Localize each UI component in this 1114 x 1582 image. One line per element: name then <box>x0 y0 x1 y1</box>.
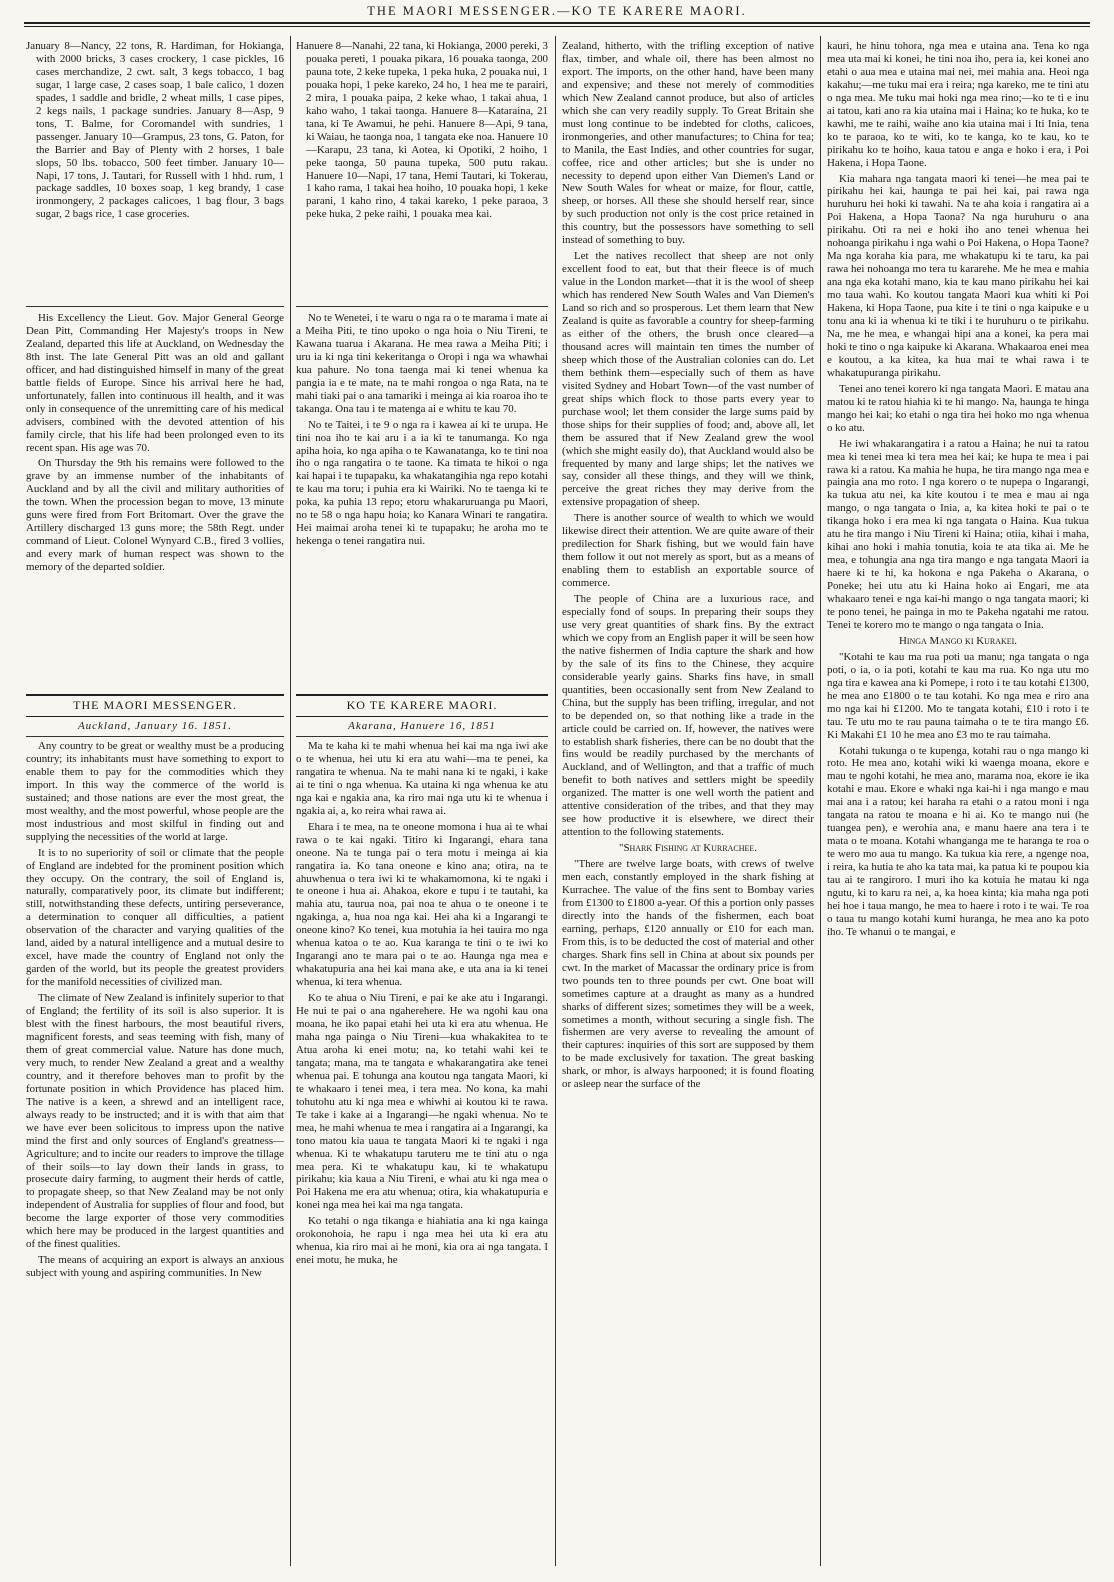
divider <box>26 736 284 737</box>
obituary-paragraph: On Thursday the 9th his remains were followed to the grave by an immense number of the inhabitants of Auckland and by all the civil and military authorities of the town. When the procession began to move, 13 minute guns were fired from Fort Britomart. Over the grave the Artillery discharged 13 guns more; the 58th Regt. under command of Lieut. Colonel Wynyard C.B., fired 3 vollies, and every mark of human respect was shown to the memory of the departed soldier. <box>26 457 284 574</box>
editorial-maori-continued <box>827 40 1089 1570</box>
editorial-paragraph: He iwi whakarangatira i a ratou a Haina; he nui ta ratou mea ki tenei mea ki tera mea hei kai; ke hupa te mea i pai rawa ki a ratou. Ka mahia he hupa, he tira mango nga mea e paingia ana mo roto. I nga korero o te nupepa o Ingarangi, ka tukua atu nei, ka kite koutou i te mea e mau ai nga mango, o nga tangata o Inia, a, ka kitea hoki te pai o te tikanga hoko i era mea ki nga tangata o Haina. Kua tukua atu he tira mango i Niu Tireni ki Haina; otiia, kihai i maha, kihai ano hoki i mahia tonutia, koia te ata tika ai. Me he mea, e tohungia ana nga tira mango e nga tangata Maori ia haere ki te hi, ka hokona e nga Pakeha o Akarana, o Poneke; hei utu atu ki Haina hoko ai Engari, me ata whakaaro tenei e nga kai-hi mango o nga tangata maori; ki te pono tenei, he painga in mo te Pakeha ngatahi me ratou. Tenei te korero mo te mango o nga tangata o Inia. <box>827 437 1089 631</box>
obituary-pitt-english <box>26 312 284 688</box>
editorial-paragraph: Tenei ano tenei korero ki nga tangata Maori. E matau ana matou ki te ratou hiahia ki te hi mango. Na, haunga te hinga mango hei kai; ko etahi o nga tira hei hoko mo nga whenua o ko atu. <box>827 382 1089 434</box>
editorial-paragraph: The means of acquiring an export is always an anxious subject with young and aspiring communities. In New <box>26 1254 284 1280</box>
column-rule <box>820 36 821 1566</box>
divider <box>26 306 284 307</box>
editorial-paragraph: Ko tetahi o nga tikanga e hiahiatia ana ki nga kainga orokonohoia, he rapu i nga mea hei uta ki era atu whenua, kia riro mai ai he moni, kia ora ai nga tangata. I enei motu, he muka, he <box>296 1215 548 1267</box>
obituary-paragraph: No te Taitei, i te 9 o nga ra i kawea ai ki te urupa. He tini noa iho te kai aru i a ia ki te tanumanga. Ko nga apiha hoia, ko nga apiha o te Kawanatanga, ko te tini noa iho o nga rangatira o te taone. Ka timata te hikoi o nga kai hapai i te tupapaku, ka whakatangihia nga repo kotahi te kau ma toru; i puhia era ki Wairiki. No te taenga ki te poka, ka puhia 13 repo; etoru whakaruruanga pu Maori, no te 58 o nga hapu hoia; ko Kanara Winari te rangatira. Hei maimai aroha tenei ki te tupapaku; he aroha mo te hekenga o tenei rangatira nui. <box>296 418 548 548</box>
shipping-list-english: January 8—Nancy, 22 tons, R. Hardiman, for Hokianga, with 2000 bricks, 3 cases crockery, 1 case pickles, 16 cases merchandize, 2 cwt. salt, 3 kegs tobacco, 1 bag sugar, 1 large case, 2 cases soap, 1 bale calico, 1 dozen spades, 1 saddle and bridle, 2 wheat mills, 1 case pipes, 2 kegs nails, 1 package sundries. January 8—Asp, 9 tons, T. Balme, for Coromandel with sundries, 1 passenger. January 10—Grampus, 23 tons, G. Paton, for the Barrier and Bay of Plenty with 2 horses, 1 bale slops, 50 lbs. tobacco, 500 feet timber. January 10—Napi, 17 tons, J. Tautari, for Russell with 1 hhd. rum, 1 package saddles, 10 boxes soap, 1 keg brandy, 1 case ironmongery, 2 packages calicoes, 1 bag flour, 3 bags sugar, 2 bags rice, 1 case groceries. <box>26 40 284 221</box>
editorial-english <box>26 740 284 1570</box>
editorial-paragraph: Kia mahara nga tangata maori ki tenei—he mea pai te pirikahu hei kai, haunga te pai hei kai, pai rawa nga huruhuru hei hoki ki tawahi. Na te aha koia i rangatira ai a Poi Hakena, a Hopa Taona? Na nga huruhuru o ana pirikahu. Oti ra nei e hoki iho ano tenei whenua hei nohoanga pirikahu i nga wahi o Poi Hakena, o Hopa Taone? Ma nga koraha kia para, me whakatupu ki te taru, ka pai rawa hei nohoanga mo tera tu kararehe. Me he mea e mahia ana nga eka kotahi mano, kia te kau mano pirikahu hei kai mo taua wahi. Ko koutou tangata Maori kua whiti ki Poi Hakena, ki Hopa Taone, pua kite i te tini o nga kaipuke e u tonu ana ki ia whenua ki te tiki i te huruhuru o te pirikahu. Na, me he mea, e whangai hipi ana a konei, ka pera mai hoki te tino o nga kaipuke ki Akarana. Whakaaroa enei mea e koutou, a ka kitea, ka hua mai te whai rawa i te whakatupuranga pirikahu. <box>827 172 1089 379</box>
section-heading-maori: KO TE KARERE MAORI. <box>346 698 498 712</box>
column-rule <box>290 36 291 1566</box>
divider <box>296 306 548 307</box>
masthead: THE MAORI MESSENGER.—KO TE KARERE MAORI. <box>367 4 747 18</box>
editorial-paragraph: The people of China are a luxurious race, and especially fond of soups. In preparing their soups they use very great quantities of shark fins. By the extract which we copy from an English paper it will be seen how the native fishermen of India capture the shark and how by the sale of its fins to the Chinese, they acquire considerable yearly gains. Sharks fins have, in small quantities, been occasionally sent from New Zealand to China, but the supply has been trifling, irregular, and not to be depended on, so that nothing like a trade in the article could be carried on. If, however, the natives were to establish shark fisheries, there can be no doubt that the fins would be readily purchased by the merchants of Auckland, and of Wellington, and that a traffic of much benefit to both natives and settlers might be speedily organized. The matter is one well worth the patient and attentive consideration of the tribes, and that they may see how productive it is elsewhere, we direct their attention to the following statements. <box>562 593 814 839</box>
masthead-rule <box>24 22 1090 27</box>
editorial-paragraph: It is to no superiority of soil or climate that the people of England are indebted for the prominent position which they occupy. On the contrary, the soil of England is, naturally, comparatively poor, its climate but indifferent; still, notwithstanding these defects, untiring perseverance, a determination to conquer all difficulties, a patient observation of the character and varying qualities of the land, aided by a natural intelligence and a mutual desire to excel, have made the country of England not only the garden of the world, but its people the greatest providers for the manifold necessities of civilized man. <box>26 846 284 989</box>
editorial-maori <box>296 740 548 1570</box>
dateline-maori: Akarana, Hanuere 16, 1851 <box>348 720 496 732</box>
extract-paragraph: Kotahi tukunga o te kupenga, kotahi rau o nga mango ki roto. He mea ano, kotahi wiki ki waenga moana, ekore e mau te ngohi kotahi, he mea ano, marama noa, ekore ie ika kotahi e mau. Ekore e whaki nga kai-hi i nga mango e mau mai ana i a ratou; kei haraha ra etahi o a ratou moni i nga tangata na ratou te moana e hi ai. Ko te mango nui (he tuangea pen), e werohia ana, e manu haere ana tera i te mata o te moana. Kotahi whanganga me te haranga te roa o te wero mo aua tu mango. Ka tukua kia rere, a ngenge noa, i reira, ka hutia te aho ka tata mai, ka patua ki te poupou kia tau ai te rangiroro. I muri iho ka kotuia he matau ki nga ngutu, ki to karu ra nei, a, ka hoea kinta; kia maha nga poti hei hoe i taua mango, he mea to haere i roto i te wai. Te roa o taua tu mango kotahi kumi huranga, he mea ano ka poto iho. Te whanui o te mangai, e <box>827 744 1089 938</box>
extract-paragraph: "There are twelve large boats, with crews of twelve men each, constantly employed in the shark fishing at Kurrachee. The value of the fins sent to Bombay varies from £1300 to £1800 a-year. Of this a portion only passes directly into the hands of the fishermen, each boat earning, perhaps, £120 annually or £10 for each man. From this, is to be deducted the cost of material and other charges. Shark fins sell in China at about six pounds per cwt. In the market of Macassar the ordinary price is from two pounds ten to three pounds per cwt. One boat will sometimes capture at a draught as many as a hundred sharks of different sizes; sometimes they will be a week, sometimes a month, without securing a single fish. The fishermen are very averse to revealing the amount of their captures: inquiries of this sort are supposed by them to be made exclusively for taxation. The great basking shark, or mhor, is always harpooned; it is found floating or asleep near the surface of the <box>562 858 814 1091</box>
editorial-paragraph: The climate of New Zealand is infinitely superior to that of England; the fertility of its soil is also superior. It is blest with the finest harbours, the most beautiful rivers, magnificent forests, and seas teeming with fish, many of them of great commercial value. Nature has done much, very much, to render New Zealand a great and a wealthy country, and it therefore behoves man to profit by the fortunate position in which Providence has placed him. The native is a keen, a shrewd and an intelligent race, always ready to be instructed; and it is with that aim that we have ever been solicitous to impress upon the native mind the first and only sources of England's greatness—Agriculture; and to incite our readers to improve the tillage of their soils—to lay down their lands in grass, to prosecute dairy farming, to augment their herds of cattle, to propagate sheep, so that New Zealand may be not only independent of Australia for supplies of flour and food, but become the large exporter of those very commodities which here may be produced in the largest quantities and of the finest qualities. <box>26 992 284 1251</box>
editorial-paragraph: Zealand, hitherto, with the trifling exception of native flax, timber, and whale oil, there has been almost no export. The imports, on the other hand, have been many and expensive; and these not merely of commodities which New Zealand cannot produce, but also of articles which she can very readily supply. To Great Britain she must long continue to be indebted for cloths, calicoes, ironmongeries, and other manufactures; to China for tea; to Manila, the East Indies, and other countries for sugar, coffee, rice and other articles; but she is under no necessity to depend upon either Van Diemen's Land or New South Wales for wheat or maize, for flour, cattle, sheep, or horses. All these she should herself rear, since by such production not only is the cost price retained in this country, but the possessors have something to sell instead of something to buy. <box>562 40 814 247</box>
editorial-paragraph: Ko te ahua o Niu Tireni, e pai ke ake atu i Ingarangi. He nui te pai o ana ngaherehere. He wa ngohi kau ona moana, he iko papai etahi hei uta ki era atu whenua. He maha nga painga o Niu Tireni—kua whakakitea to te Atua aroha ki enei motu; na, ko tetahi wahi kei te tangata; mana, ma te tangata e whakarangatira ake tenei whenua pai. E tohunga ana koutou nga tangata Maori, ki te whakaaro i tenei mea, i tera mea. No kona, ka mahi tohutohu atu ki nga mea e whiwhi ai koutou ki te rawa. Te take i kake ai a Ingarangi—he ngaki whenua. No te mea, he mahi whenua te mea i rangatira ai a Ingarangi, ka tono matou kia uaua te tangata Maori ki te ngaki i nga whenua. Ki te whakatupu taruteru me te tini atu o nga mea pera. Ki te whakatupu kau, ki te whakatupu pirikahu; kia kaua a Niu Tireni, e whai atu ki nga mea o Poi Hakena me era atu whenua; otira, kia whakatupuria e konei nga mea hei kai ma nga tangata. <box>296 992 548 1212</box>
editorial-paragraph: Any country to be great or wealthy must be a producing country; its inhabitants must have something to export to enable them to pay for the commodities which they import. In this way the commerce of the world is sustained; and those nations are ever the most great, the most wealthy, and the most powerful, whose people are the most industrious and most skilful in finding out and supplying the necessities of the world at large. <box>26 740 284 843</box>
editorial-paragraph: Ma te kaha ki te mahi whenua hei kai ma nga iwi ake o te whenua, hei utu ki era atu wahi—ma te penei, ka rangatira te whenua. Na te mahi nana ki te ngaki, i kake ai te tini o nga whenua. Ka utaina ki nga whenua ke atu nga kai e ngakia ana, ka riro mai nga utu ki te whenua i ngakia ai, a, ko reira whai rawa ai. <box>296 740 548 817</box>
editorial-paragraph: Ehara i te mea, na te oneone momona i hua ai te whai rawa o te kai ngaki. Titiro ki Ingarangi, ehara tana oneone. Na te tunga pai o tera motu i meinga ai kia rangatira ia. Ko tana oneone e kino ana; otira, na te ahuwhenua o tera iwi ki te whakamomona, ki te ngaki i te oneone i hua ai. Ahakoa, ekore e tupu i te tautahi, ka mahia atu, taurua noa, pai noa te ahua o te oneone i te ngakinga, a, hua noa nga kai. Hei aha ki a Ingarangi te oneone kino? Ko tenei, kua motuhia ia hei tauira mo nga whenua katoa o te ao. Kua karanga te tini o te iwi ko Ingarangi ano te mara pai o te ao. Haunga nga mea e whakatupuria ana hei kai mana ake, e uta ana ia ki tenei whenua, ki tera whenua. <box>296 820 548 989</box>
section-heading-english: THE MAORI MESSENGER. <box>73 698 237 712</box>
obituary-paragraph: His Excellency the Lieut. Gov. Major General George Dean Pitt, Commanding Her Majesty's troops in New Zealand, departed this life at Auckland, on Wednesday the 8th inst. The late General Pitt was an old and gallant officer, and had distinguished himself in many of the great battle fields of Europe. Since his arrival here he had, unfortunately, fallen into continuous ill health, and it was only in consequence of the unremitting care of his medical advisers, combined with the devoted attention of his family circle, that his life had been prolonged even to its recent span. His age was 70. <box>26 312 284 454</box>
obituary-pitt-maori <box>296 312 548 688</box>
extract-title: Hinga Mango ki Kurakei. <box>898 634 1018 647</box>
editorial-paragraph: Let the natives recollect that sheep are not only excellent food to eat, but that their fleece is of much value in the London market—that it is the wool of sheep which has rendered New South Wales and Van Diemen's Land so rich and so prosperous. Let them learn that New Zealand is quite as favorable a country for sheep-farming as either of the others, the brush once cleared—a thousand acres will maintain ten times the number of sheep which those of the Australian colonies can do. Let them bethink them—especially such of them as have visited Sydney and Hobart Town—of the vast number of great ships which flock to those parts every year to purchase wool; let them consider the large sums paid by those ships for their supplies of food; and, above all, let them be assured that if New Zealand grew the wool (which she might easily do), that Auckland would also be frequented by many and large ships; let the natives we say, consider all these things, and they will we think, perceive the great riches they may derive from the extensive propagation of sheep. <box>562 250 814 509</box>
extract-paragraph: "Kotahi te kau ma rua poti ua manu; nga tangata o nga poti, o ia, o ia poti, kotahi te kau ma rua. Ko nga utu mo nga tira e kawea ana ki Pomepe, i roto i te tau kotahi £1300, he mea ano £1800 o te tau kotahi. Ko nga mea e riro ana mo nga kai hi £1200. Mo te tangata kotahi, £10 i roto i te tau. Te utu mo te rau pauna taimaha o te te tira mango £6. Ki Makahi £1 10 he mea ano £3 mo te rau taimaha. <box>827 650 1089 741</box>
extract-title: "Shark Fishing at Kurrachee. <box>619 842 757 855</box>
editorial-paragraph: kauri, he hinu tohora, nga mea e utaina ana. Tena ko nga mea uta mai ki konei, he tini noa iho, pera ia, kei konei ano etahi o aua mea e utaina mai nei, mei mahia ana. Heoi nga kakahu;—me tuku mai era i reira; nga kareko, me te tini atu o nga mea. Me tuku mai hoki nga mea rino;—ko te ti e inu ai tatou, kati ano ra kia utaina mai i Haina; ko te huka, ko te kawhi, me te raihi, waihe ano kia utaina mai i Iti Inia, tena ko te paraoa, ko te witi, ko te kanga, ko te kau, ko te pirikahu ko te hoiho, kaua tatou e anga e hoko i era, i Poi Hakena, i Hopa Taone. <box>827 40 1089 169</box>
obituary-paragraph: No te Wenetei, i te waru o nga ra o te marama i mate ai a Meiha Piti, te tino upoko o nga hoia o Niu Tireni, te Kawana tuarua i Akarana. He mea rawa a Meiha Piti; i uru ia ki nga tini kekeritanga o Oropi i nga wa whawhai kua pahure. No tona taenga mai ki tenei whenua ka pangia ia e te mate, na te mahi rongoa o nga Rata, na te mahi tiaki pai o ana tamariki i meinga ai kia roaroa iho te takanga. Ona tau i te matenga ai e whitu te kau 70. <box>296 312 548 415</box>
editorial-paragraph: There is another source of wealth to which we would likewise direct their attention. We are quite aware of their predilection for Shark fishing, but we would fain have them follow it out not merely as sport, but as a means of enabling them to establish an exportable source of commerce. <box>562 512 814 590</box>
editorial-english-continued <box>562 40 814 1570</box>
divider <box>296 736 548 737</box>
shipping-list-maori: Hanuere 8—Nanahi, 22 tana, ki Hokianga, 2000 pereki, 3 pouaka pereti, 1 pouaka pikara, 16 pouaka taonga, 200 pauna tote, 2 keke tupeka, 1 peka huka, 2 pouaka nui, 1 pouaka hopi, 1 peke kareko, 24 ho, 1 hea me te parairi, 2 mira, 1 pouaka paipa, 2 keke whao, 1 takai ahua, 1 kaho waho, 1 takai taonga. Hanuere 8—Kataraina, 21 tana, ki Te Awamui, he pehi. Hanuere 8—Api, 9 tana, ki Waiau, he taonga noa, 1 tangata eke noa. Hanuere 10—Karapu, 23 tana, ki Aotea, ki Opotiki, 2 hoiho, 1 peke taonga, 50 pauna tupeka, 500 putu rakau. Hanuere 10—Napi, 17 tana, Hemi Tautari, ki Tokerau, 1 kaho rama, 1 takai hea hoiho, 10 pouaka hopi, 1 keke parani, 1 kaho rino, 4 takai kareko, 1 peke paraoa, 3 peke huka, 2 peke raihi, 1 pouaka mea kai. <box>296 40 548 221</box>
dateline-english: Auckland, January 16. 1851. <box>77 720 233 732</box>
column-rule <box>555 36 556 1566</box>
